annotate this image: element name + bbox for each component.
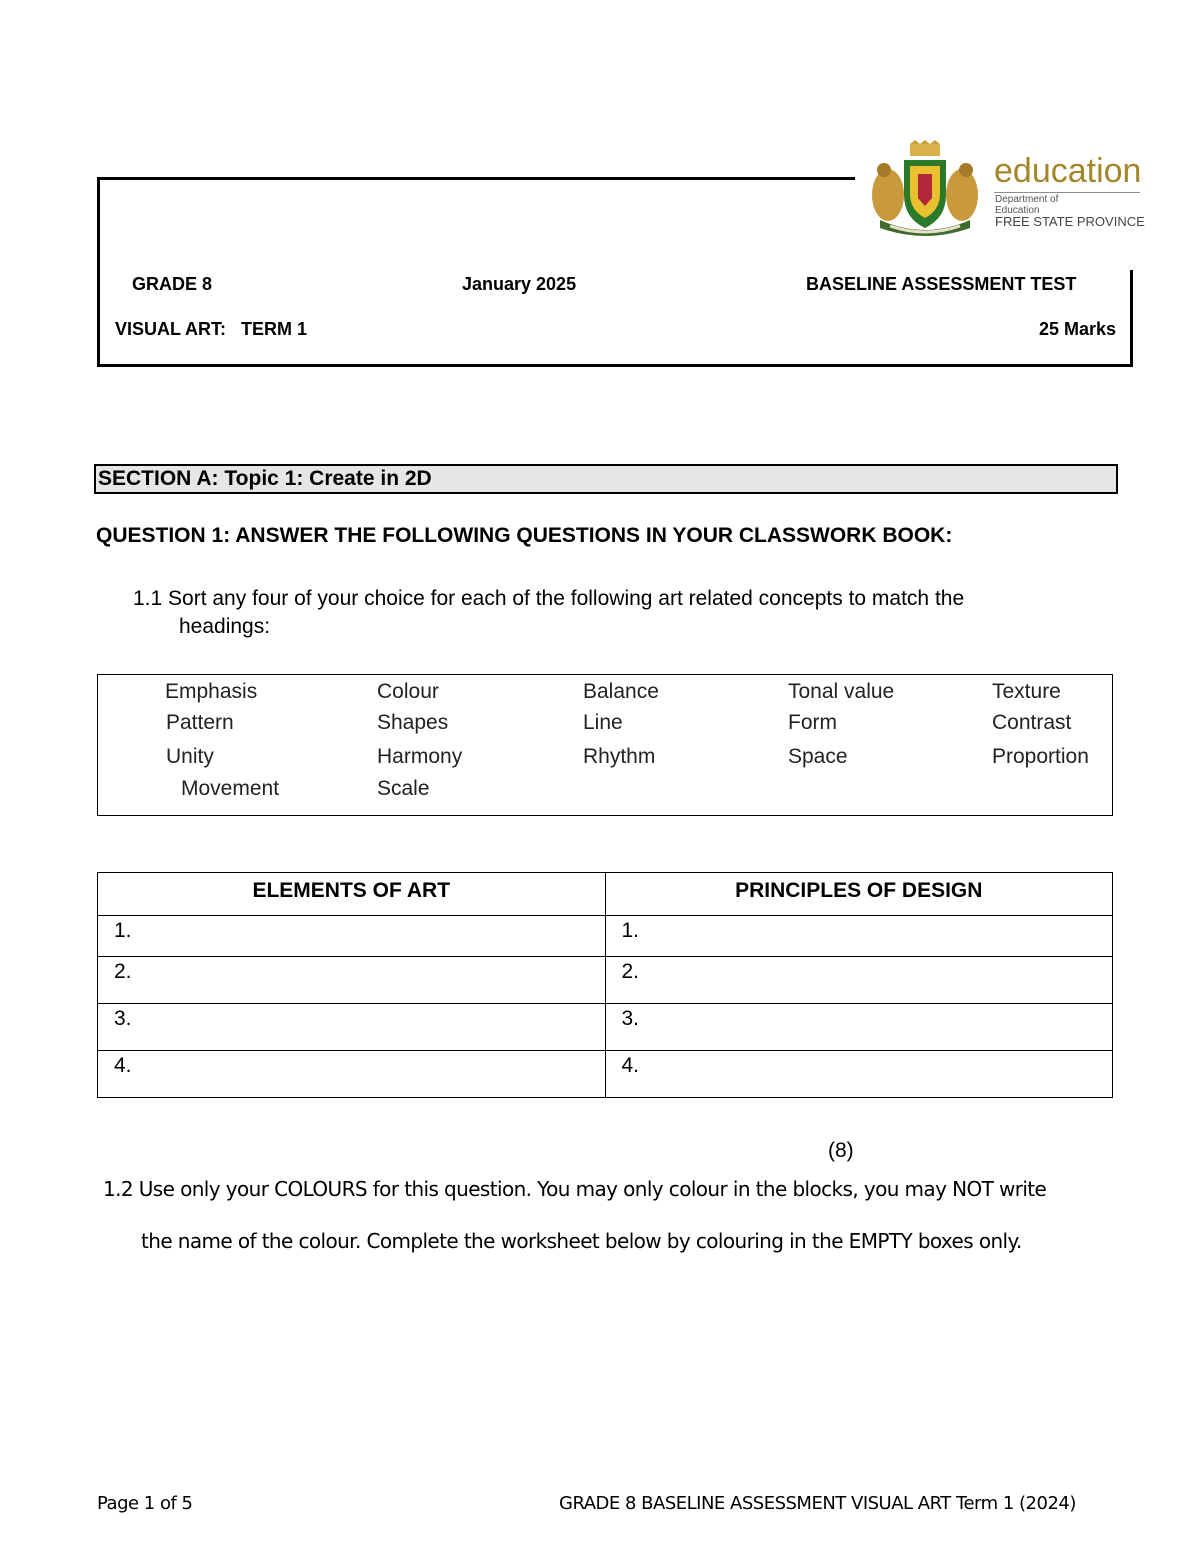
answer-table xyxy=(97,872,1113,1098)
word-bank-item: Texture xyxy=(992,680,1061,703)
question-1-heading: QUESTION 1: ANSWER THE FOLLOWING QUESTIONS IN YOUR CLASSWORK BOOK: xyxy=(96,524,953,547)
elements-answer-cell[interactable]: 4. xyxy=(98,1051,606,1098)
word-bank-item: Form xyxy=(788,711,837,734)
principles-answer-cell[interactable]: 1. xyxy=(605,916,1113,957)
logo-department: Department of xyxy=(995,194,1059,205)
word-bank-item: Rhythm xyxy=(583,745,656,768)
principles-answer-cell[interactable]: 4. xyxy=(605,1051,1113,1098)
subject-label: VISUAL ART: TERM 1 xyxy=(115,319,308,339)
question-1-2-text-cont: the name of the colour. Complete the worksheet below by colouring in the EMPTY boxes only. xyxy=(141,1229,1022,1253)
page-number: Page 1 of 5 xyxy=(97,1493,193,1514)
word-bank-item: Movement xyxy=(181,777,280,800)
word-bank-item: Space xyxy=(788,745,848,768)
word-bank-item: Unity xyxy=(166,745,214,768)
word-bank-item: Tonal value xyxy=(788,680,895,703)
logo-wordmark: education xyxy=(994,152,1142,190)
total-marks: 25 Marks xyxy=(1038,319,1116,339)
word-bank-item: Emphasis xyxy=(165,680,258,703)
question-1-2-text: 1.2 Use only your COLOURS for this question. You may only colour in the blocks, you may NOT write xyxy=(103,1177,1047,1201)
principles-header: PRINCIPLES OF DESIGN xyxy=(605,873,1113,916)
word-bank-item: Contrast xyxy=(992,711,1072,734)
word-bank-item: Balance xyxy=(583,680,659,703)
footer-title: GRADE 8 BASELINE ASSESSMENT VISUAL ART Term 1 (2024) xyxy=(559,1493,1076,1514)
principles-answer-cell[interactable]: 3. xyxy=(605,1004,1113,1051)
word-bank-item: Proportion xyxy=(992,745,1089,768)
test-title: BASELINE ASSESSMENT TEST xyxy=(806,274,1077,294)
word-bank-item: Colour xyxy=(377,680,439,703)
question-1-1-marks: (8) xyxy=(828,1139,854,1162)
logo-province: FREE STATE PROVINCE xyxy=(995,214,1145,229)
grade-label: GRADE 8 xyxy=(132,274,213,294)
word-bank-item: Shapes xyxy=(377,711,449,734)
elements-answer-cell[interactable]: 2. xyxy=(98,957,606,1004)
logo-education: Education xyxy=(995,205,1040,216)
elements-answer-cell[interactable]: 3. xyxy=(98,1004,606,1051)
elements-header: ELEMENTS OF ART xyxy=(98,873,606,916)
elements-answer-cell[interactable]: 1. xyxy=(98,916,606,957)
word-bank-item: Line xyxy=(583,711,623,734)
principles-answer-cell[interactable]: 2. xyxy=(605,957,1113,1004)
word-bank-item: Scale xyxy=(377,777,430,800)
date-label: January 2025 xyxy=(462,274,577,294)
section-heading: SECTION A: Topic 1: Create in 2D xyxy=(94,464,1118,494)
word-bank-item: Pattern xyxy=(166,711,234,734)
logo-divider xyxy=(994,192,1140,193)
question-1-1-text-cont: headings: xyxy=(179,615,271,638)
question-1-1-text: 1.1 Sort any four of your choice for each of the following art related concepts to match the xyxy=(133,587,965,610)
word-bank-item: Harmony xyxy=(377,745,463,768)
